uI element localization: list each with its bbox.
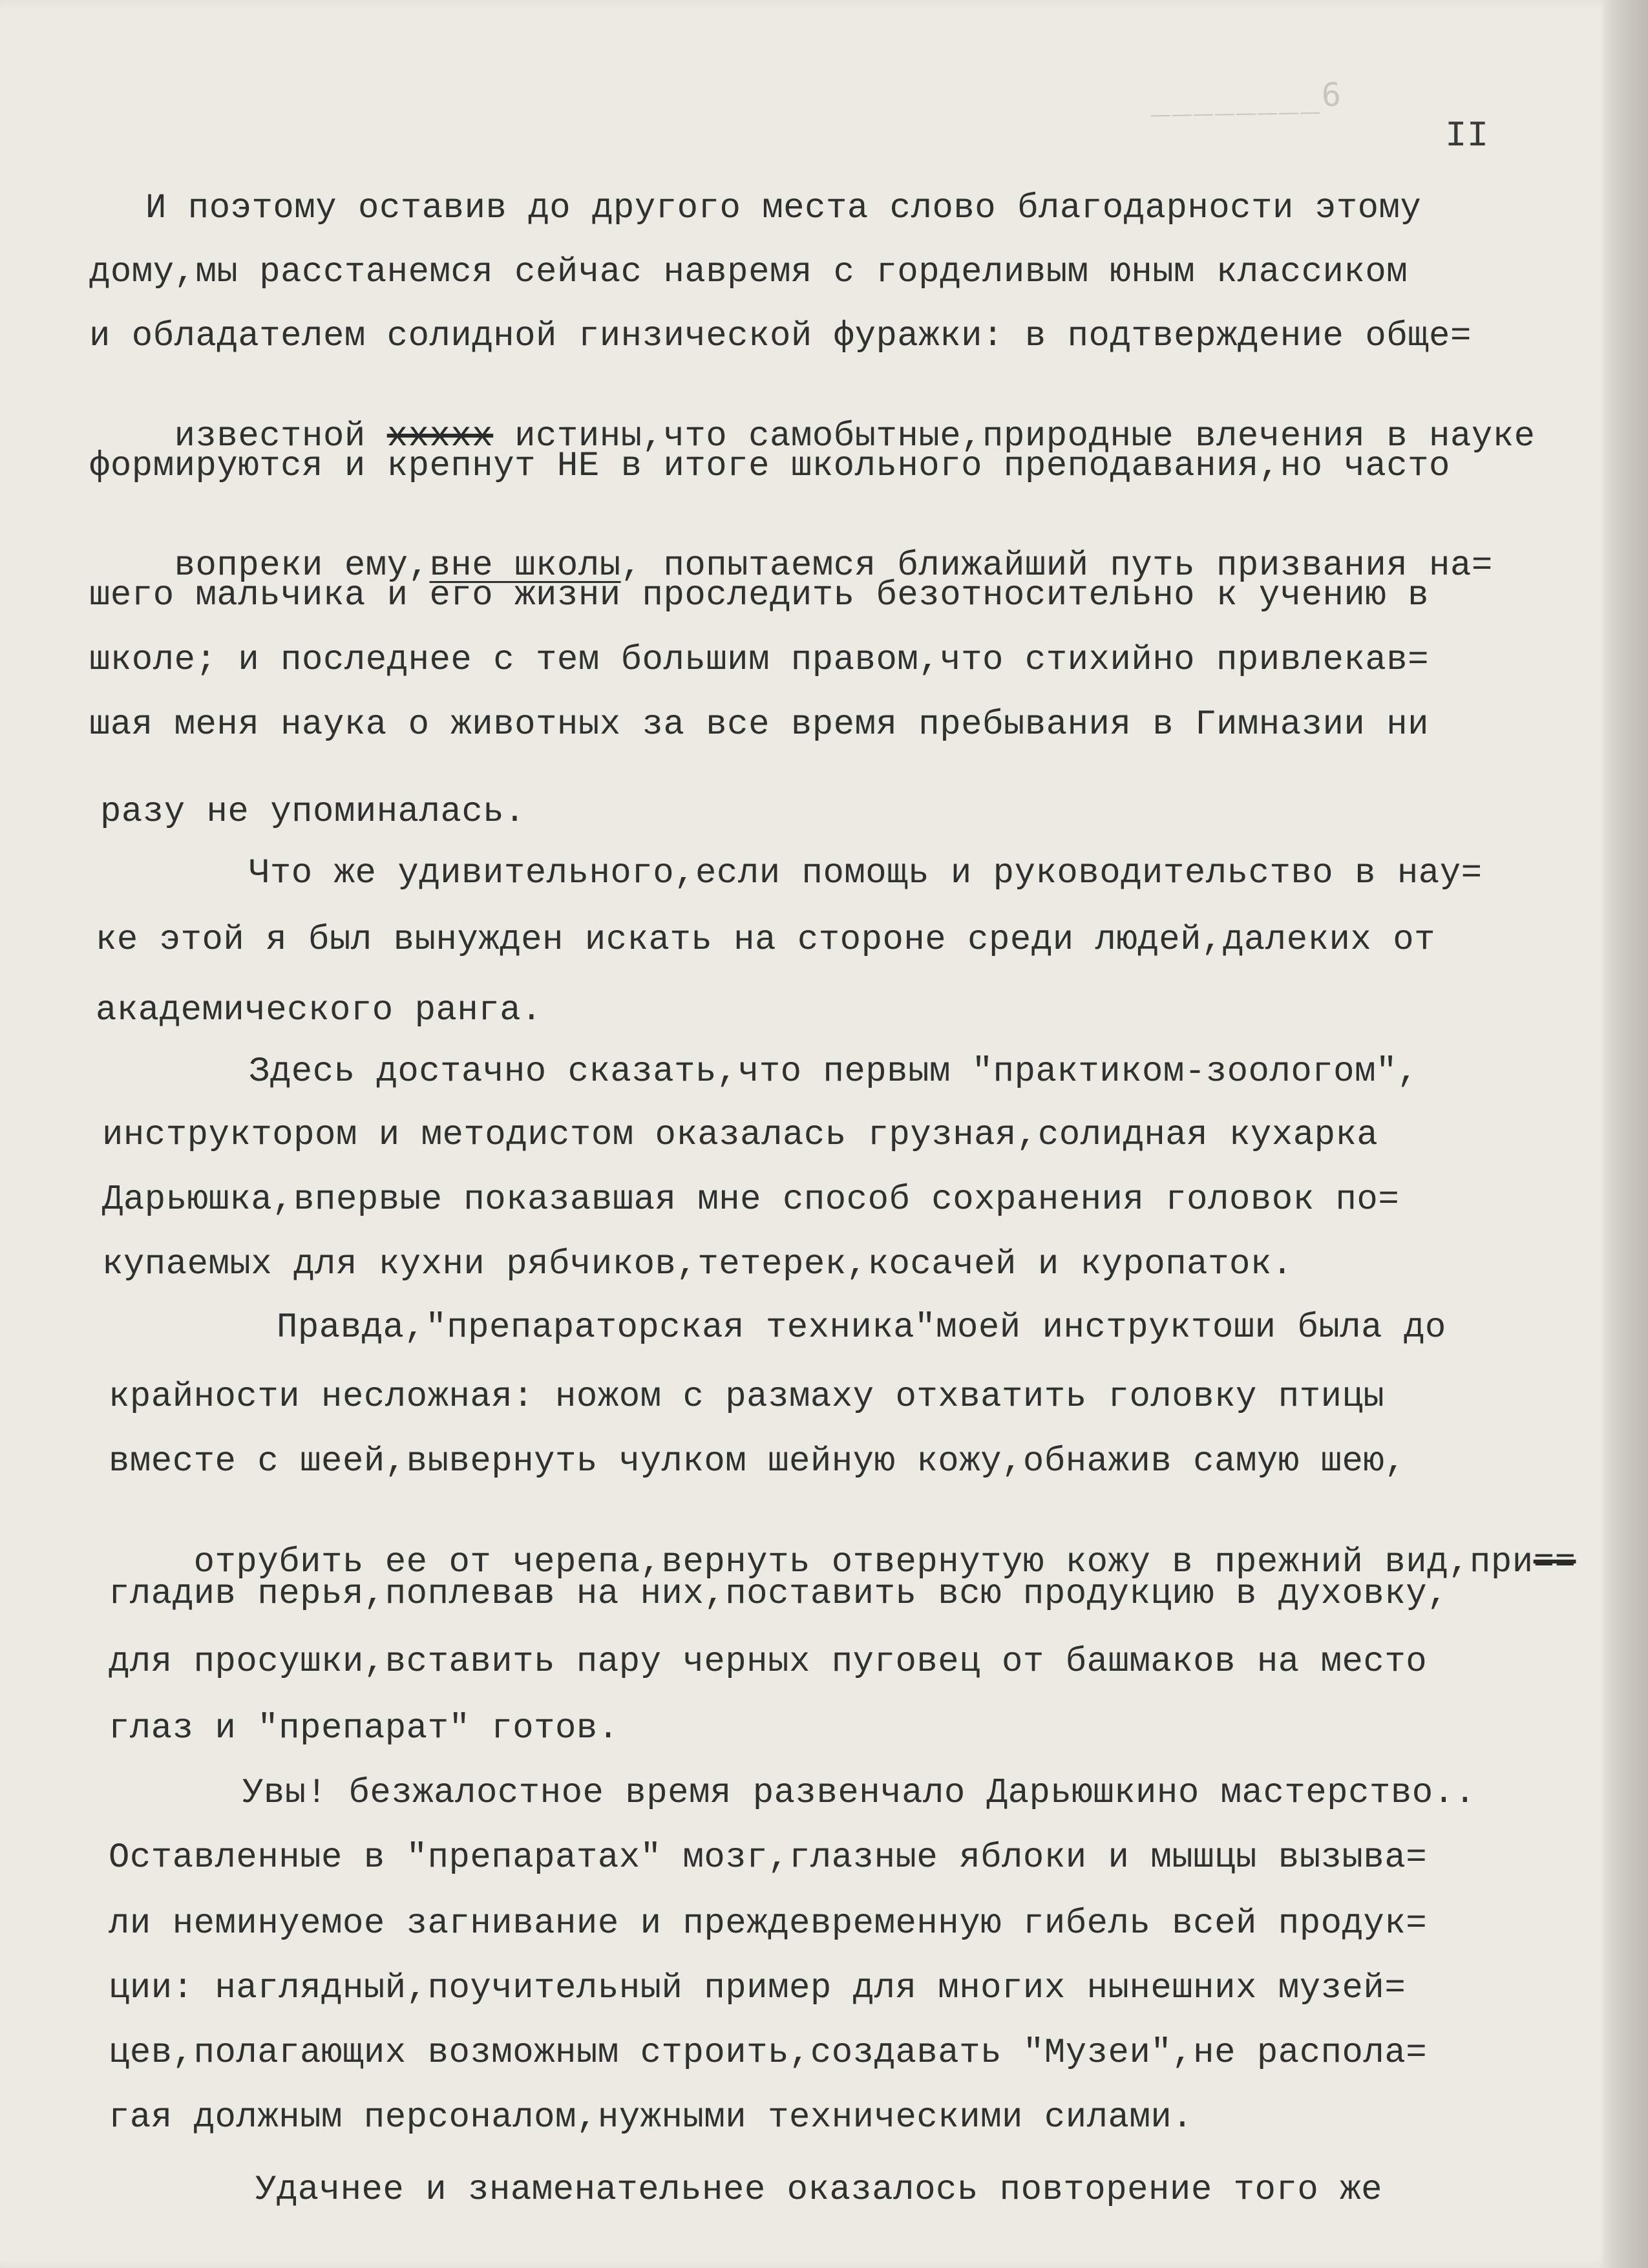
text-line: И поэтому оставив до другого места слово благодарности этому [145,189,1422,228]
text-segment: вопреки ему, [174,546,430,586]
text-segment: истины,что самобытные,природные влечения в науке [493,417,1536,456]
text-line: гладив перья,поплевав на них,поставить всю продукцию в духовку, [109,1574,1449,1614]
text-line: крайности несложная: ножом с размаху отхватить головку птицы [109,1377,1385,1417]
text-line: Правда,"препараторская техника"моей инструктоши была до [277,1308,1446,1348]
text-line: вместе с шеей,вывернуть чулком шейную кожу,обнажив самую шею, [109,1442,1406,1481]
text-line: школе; и последнее с тем большим правом,что стихийно привлекав= [89,641,1430,680]
underlined-phrase: вне школы [429,546,621,586]
text-line: Что же удивительного,если помощь и руководительство в нау= [249,854,1483,893]
struck-out-word: xxxxx [386,417,494,456]
text-line: шего мальчика и его жизни проследить безотносительно к учению в [89,576,1430,615]
text-line: шая меня наука о животных за все время пребывания в Гимназии ни [89,705,1430,745]
text-line: для просушки,вставить пару черных пуговец от башмаков на место [109,1642,1428,1682]
text-line: Увы! безжалостное время развенчало Дарьюшкино мастерство.. [242,1774,1476,1813]
page-number: II [1445,115,1489,156]
text-line: глаз и "препарат" готов. [109,1709,619,1748]
text-line: академического ранга. [96,991,543,1030]
struck-out-hyphen: == [1533,1543,1576,1582]
text-line: Удачнее и знаменательнее оказалось повторение того же [255,2170,1382,2210]
text-line: Здесь достачно сказать,что первым "практиком-зоологом", [249,1052,1419,1092]
text-line: формируются и крепнут НЕ в итоге школьного преподавания,но часто [89,447,1450,486]
text-segment: , попытаемся ближайший путь призвания на= [620,546,1493,586]
text-line: и обладателем солидной гинзической фуражки: в подтверждение обще= [89,317,1472,356]
text-line: гая должным персоналом,нужными техническими силами. [109,2098,1194,2137]
text-line: цев,полагающих возможным строить,создавать "Музеи",не распола= [109,2033,1428,2073]
text-line: разу не упоминалась. [100,792,526,832]
text-line: инструктором и методистом оказалась грузная,солидная кухарка [102,1116,1379,1155]
text-line: ли неминуемое загнивание и преждевременную гибель всей продук= [109,1904,1428,1944]
text-segment: отрубить ее от черепа,вернуть отвернутую кожу в прежний вид,при [193,1543,1534,1582]
text-line: Оставленные в "препаратах" мозг,глазные яблоки и мышцы вызыва= [109,1838,1428,1878]
text-segment: известной [174,417,387,456]
text-line: ции: наглядный,поучительный пример для многих нынешних музей= [109,1969,1406,2008]
archive-stamp: ________6 [1150,76,1344,117]
text-line: дому,мы расстанемся сейчас навремя с горделивым юным классиком [89,253,1408,292]
text-line: купаемых для кухни рябчиков,тетерек,косачей и куропаток. [102,1245,1293,1284]
text-line: Дарьюшка,впервые показавшая мне способ сохранения головок по= [102,1180,1400,1220]
text-line: ке этой я был вынужден искать на стороне среди людей,далеких от [96,920,1436,960]
